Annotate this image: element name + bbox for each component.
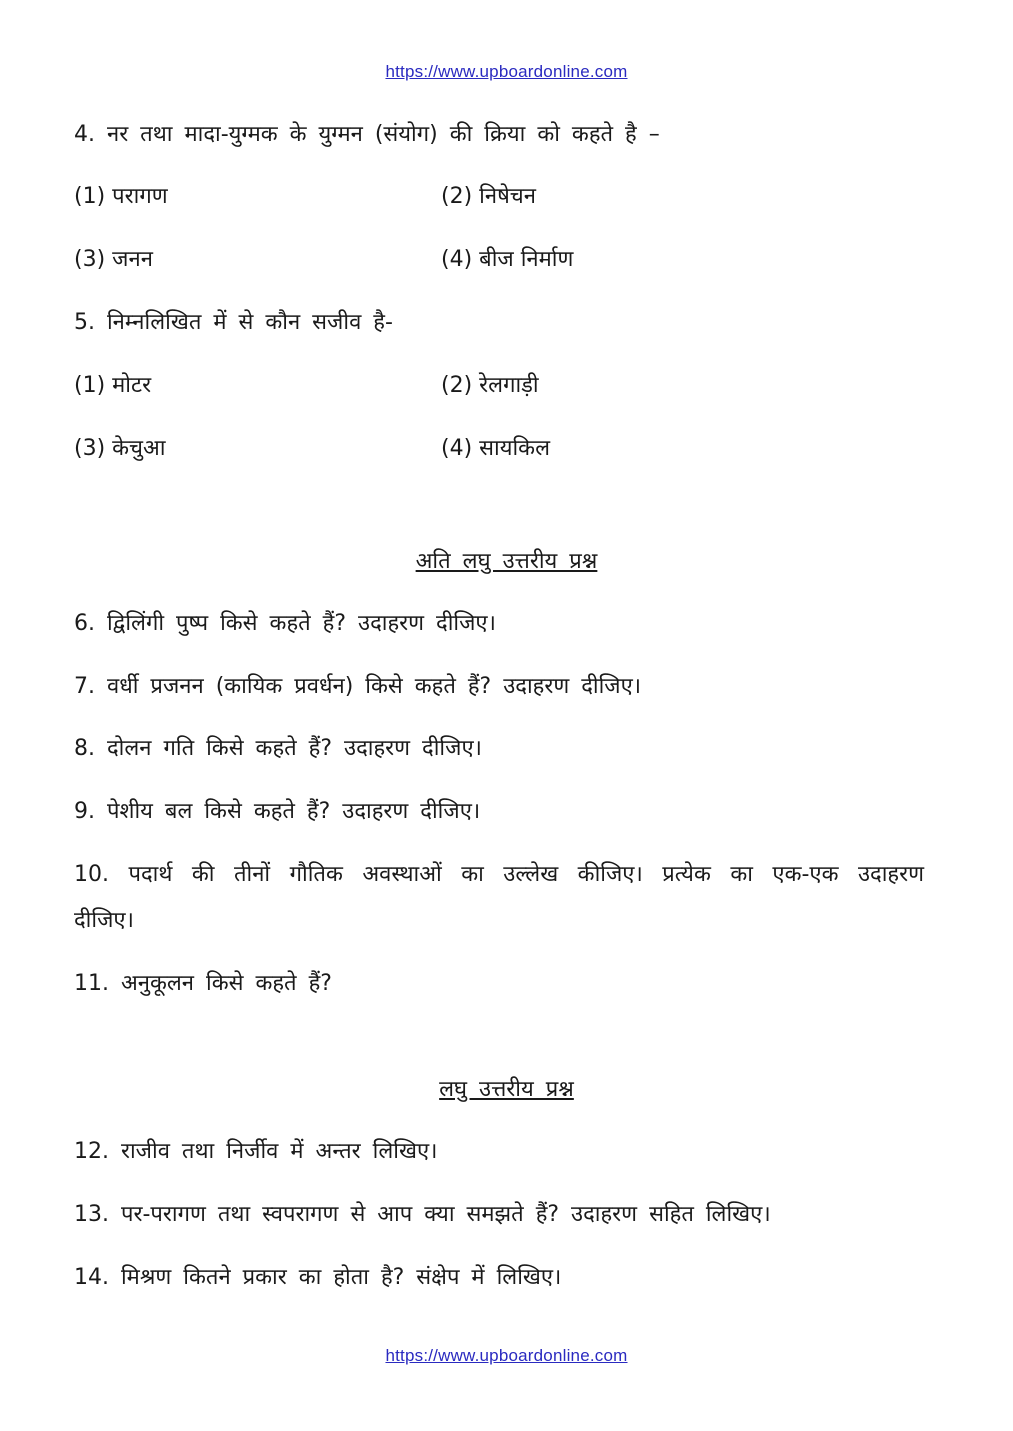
question-13: 13. पर-परागण तथा स्वपरागण से आप क्या समझते हैं? उदाहरण सहित लिखिए। [74, 1202, 771, 1227]
question-8: 8. दोलन गति किसे कहते हैं? उदाहरण दीजिए। [74, 736, 482, 761]
question-7: 7. वर्धी प्रजनन (कायिक प्रवर्धन) किसे कहते हैं? उदाहरण दीजिए। [74, 674, 642, 699]
q4-option-4: (4) बीज निर्माण [441, 247, 574, 272]
question-14: 14. मिश्रण कितने प्रकार का होता है? संक्षेप में लिखिए। [74, 1265, 562, 1290]
question-5: 5. निम्नलिखित में से कौन सजीव है- [74, 310, 393, 335]
question-9: 9. पेशीय बल किसे कहते हैं? उदाहरण दीजिए। [74, 799, 481, 824]
q4-option-2: (2) निषेचन [441, 184, 536, 209]
q5-option-2: (2) रेलगाड़ी [441, 373, 539, 398]
footer-link[interactable]: https://www.upboardonline.com [385, 1346, 628, 1365]
section-heading-short: लघु उत्तरीय प्रश्न [439, 1077, 574, 1102]
q5-option-3: (3) केचुआ [74, 436, 166, 461]
q5-option-4: (4) सायकिल [441, 436, 550, 461]
question-4: 4. नर तथा मादा-युग्मक के युग्मन (संयोग) की क्रिया को कहते है – [74, 122, 660, 147]
q4-option-1: (1) परागण [74, 184, 168, 209]
q4-option-3: (3) जनन [74, 247, 153, 272]
question-11: 11. अनुकूलन किसे कहते हैं? [74, 971, 332, 996]
question-6: 6. द्विलिंगी पुष्प किसे कहते हैं? उदाहरण दीजिए। [74, 611, 496, 636]
q5-option-1: (1) मोटर [74, 373, 152, 398]
question-12: 12. राजीव तथा निर्जीव में अन्तर लिखिए। [74, 1139, 438, 1164]
question-10: 10. पदार्थ की तीनों गौतिक अवस्थाओं का उल्लेख कीजिए। प्रत्येक का एक-एक उदाहरण दीजिए। [74, 862, 924, 933]
header-link[interactable]: https://www.upboardonline.com [385, 62, 628, 81]
section-heading-very-short: अति लघु उत्तरीय प्रश्न [415, 549, 598, 574]
